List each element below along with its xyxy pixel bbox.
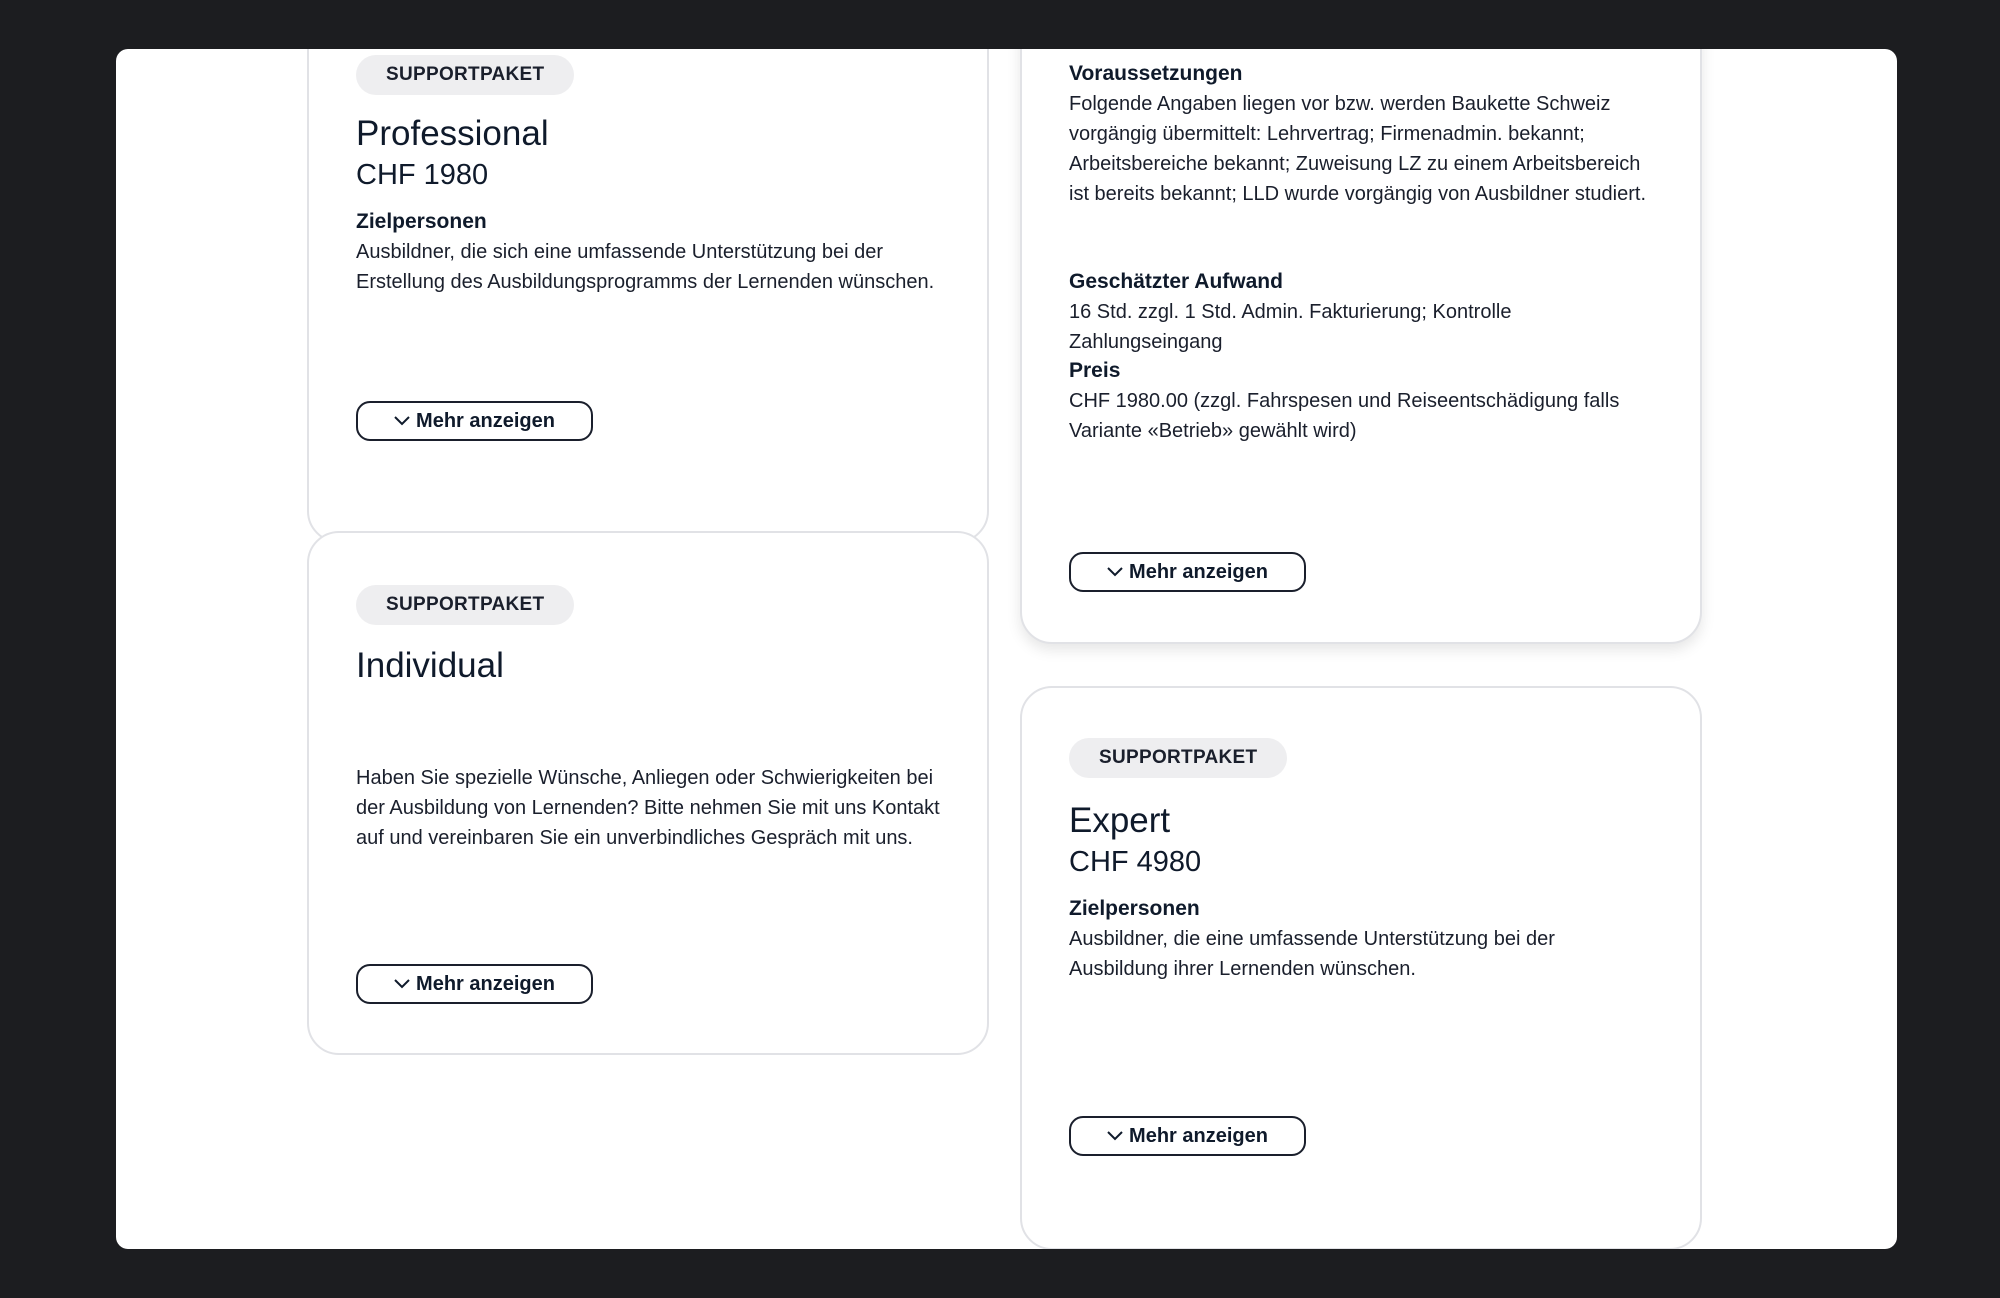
- card-title: Professional: [356, 114, 549, 153]
- show-more-button[interactable]: [356, 401, 593, 441]
- chevron-down-icon: [394, 979, 410, 989]
- card-price: CHF 1980: [356, 159, 489, 191]
- card-title: Expert: [1069, 801, 1171, 840]
- card-badge: SUPPORTPAKET: [1069, 738, 1287, 778]
- card-title: Individual: [356, 646, 504, 685]
- effort-text: 16 Std. zzgl. 1 Std. Admin. Fakturierung; Kontrolle Zahlungseingang: [1069, 301, 1512, 353]
- card-description: Haben Sie spezielle Wünsche, Anliegen oder Schwierigkeiten bei der Ausbildung von Lernenden? Bitte nehmen Sie mit uns Kontakt auf und vereinbaren Sie ein unverbindliches Gespräch mit uns.: [356, 767, 940, 849]
- price-heading: Preis: [1069, 359, 1121, 382]
- requirements-heading: Voraussetzungen: [1069, 62, 1243, 85]
- card-price: CHF 4980: [1069, 846, 1202, 878]
- professional-details-card: [1020, 49, 1702, 644]
- show-more-label: Mehr anzeigen: [416, 409, 555, 432]
- requirements-text: Folgende Angaben liegen vor bzw. werden Baukette Schweiz vorgängig übermittelt: Lehrvertrag; Firmenadmin. bekannt; Arbeitsbereiche bekannt; Zuweisung LZ zu einem Arbeitsbereich ist bereits bekannt; LLD wurde vorgängig von Ausbildner studiert.: [1069, 93, 1647, 205]
- professional-card: [307, 49, 989, 543]
- effort-heading: Geschätzter Aufwand: [1069, 270, 1283, 293]
- show-more-button[interactable]: [1069, 552, 1306, 592]
- price-text: CHF 1980.00 (zzgl. Fahrspesen und Reiseentschädigung falls Variante «Betrieb» gewählt wird): [1069, 390, 1620, 442]
- chevron-down-icon: [1107, 1131, 1123, 1141]
- target-group-text: Ausbildner, die eine umfassende Unterstützung bei der Ausbildung ihrer Lernenden wünschen.: [1069, 928, 1555, 980]
- show-more-label: Mehr anzeigen: [1129, 560, 1268, 583]
- chevron-down-icon: [1107, 567, 1123, 577]
- target-group-heading: Zielpersonen: [1069, 897, 1200, 920]
- show-more-button[interactable]: [1069, 1116, 1306, 1156]
- show-more-button[interactable]: [356, 964, 593, 1004]
- chevron-down-icon: [394, 416, 410, 426]
- card-badge: SUPPORTPAKET: [356, 55, 574, 95]
- target-group-text: Ausbildner, die sich eine umfassende Unterstützung bei der Erstellung des Ausbildungsprogramms der Lernenden wünschen.: [356, 241, 935, 293]
- target-group-heading: Zielpersonen: [356, 210, 487, 233]
- individual-card: [307, 531, 989, 1055]
- card-badge: SUPPORTPAKET: [356, 585, 574, 625]
- show-more-label: Mehr anzeigen: [1129, 1124, 1268, 1147]
- page-frame: [116, 49, 1897, 1249]
- show-more-label: Mehr anzeigen: [416, 972, 555, 995]
- expert-card: [1020, 686, 1702, 1249]
